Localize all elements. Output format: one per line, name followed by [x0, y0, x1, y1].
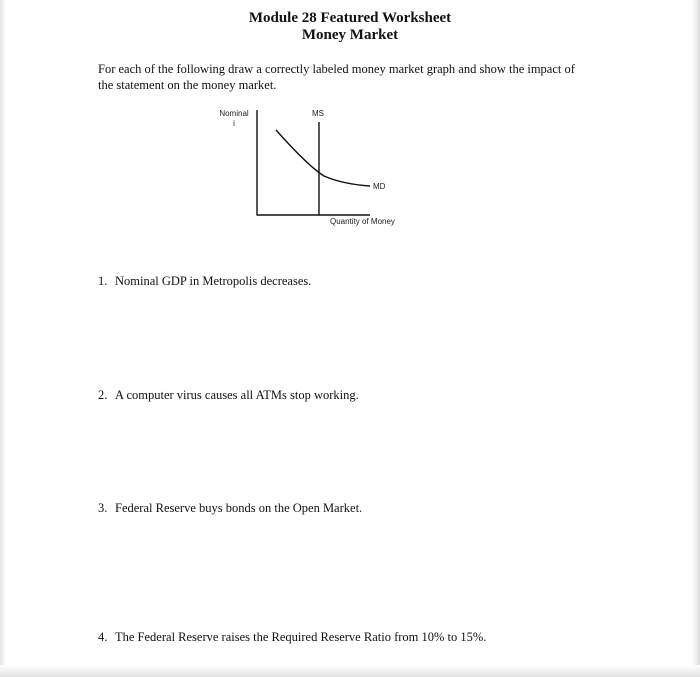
instructions: [98, 61, 610, 93]
question-2: [98, 387, 359, 403]
question-3: [98, 500, 362, 516]
graph-ms-label: MS: [312, 109, 324, 118]
page-edge-shadow-right: [692, 0, 700, 677]
graph-y-axis-label: Nominal: [219, 109, 249, 118]
graph-x-axis-label: Quantity of Money: [330, 217, 395, 226]
page-edge-shadow-bottom: [0, 665, 700, 677]
worksheet-subtitle: Money Market: [301, 27, 399, 43]
worksheet-title: Module 28 Featured Worksheet: [248, 10, 452, 26]
question-3-text: Federal Reserve buys bonds on the Open Market.: [115, 501, 363, 515]
question-4-text: The Federal Reserve raises the Required Reserve Ratio from 10% to 15%.: [115, 630, 487, 644]
graph-y-axis-symbol: i: [233, 119, 235, 128]
question-3-number: 3.: [98, 501, 108, 515]
graph-money-demand-curve: [276, 130, 370, 186]
graph-md-label: MD: [373, 182, 386, 191]
question-1: [98, 273, 311, 289]
instructions-line-2: the statement on the money market.: [98, 78, 277, 92]
question-4: [98, 629, 486, 645]
question-1-number: 1.: [98, 274, 108, 288]
money-market-graph: [200, 100, 420, 230]
question-2-number: 2.: [98, 388, 108, 402]
page-edge-shadow-left: [0, 0, 6, 677]
question-2-text: A computer virus causes all ATMs stop working.: [115, 388, 359, 402]
question-1-text: Nominal GDP in Metropolis decreases.: [115, 274, 312, 288]
question-4-number: 4.: [98, 630, 108, 644]
instructions-line-1: For each of the following draw a correctly labeled money market graph and show the impact of: [98, 62, 575, 76]
